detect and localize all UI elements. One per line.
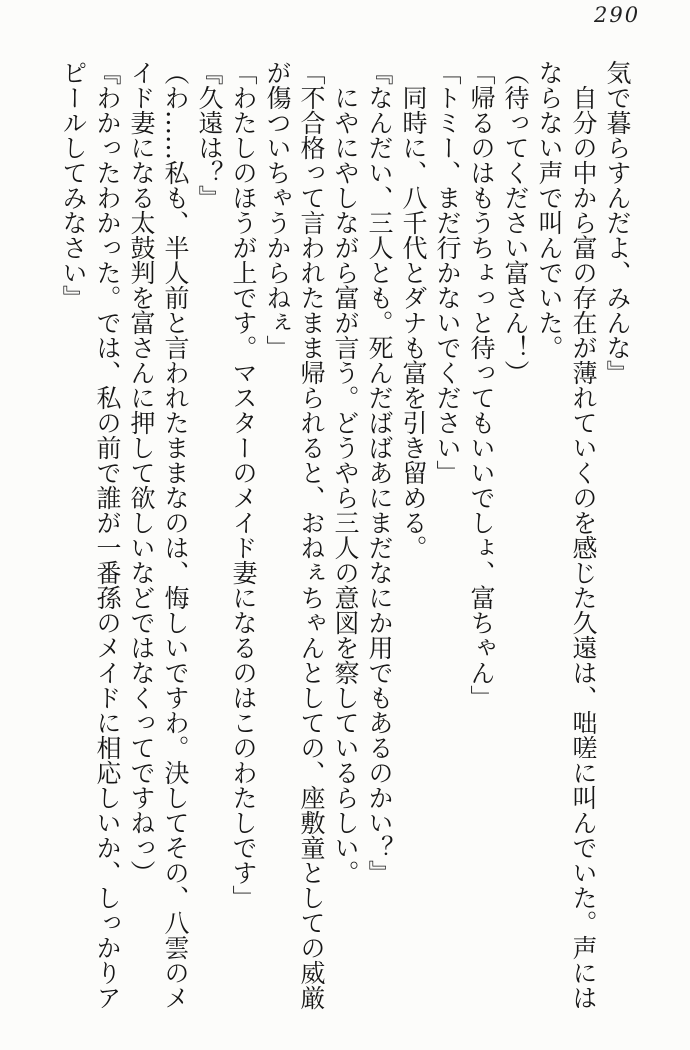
text-block <box>56 60 634 1016</box>
paragraph: 『久遠は？』 <box>195 60 224 210</box>
paragraph: 気で暮らすんだよ、みんな』 <box>603 60 632 385</box>
paragraph: 「わたしのほうが上です。マスターのメイド妻になるのはこのわたしです」 <box>229 60 258 910</box>
paragraph: 「帰るのはもうちょっと待ってもいいでしょ、富ちゃん」 <box>467 60 496 710</box>
paragraph: にやにやしながら富が言う。どうやら三人の意図を察しているらしい。 <box>331 60 360 885</box>
paragraph: 「不合格って言われたまま帰られると、おねぇちゃんとしての、座敷童としての威厳が傷ついちゃうからねぇ」 <box>263 60 326 1010</box>
paragraph: （待ってください富さん！） <box>501 60 530 385</box>
paragraph: 「トミー、まだ行かないでください」 <box>433 60 462 485</box>
paragraph: 同時に、八千代とダナも富を引き留める。 <box>399 60 428 560</box>
paragraph: 自分の中から富の存在が薄れていくのを感じた久遠は、咄嗟に叫んでいた。声にはならない声で叫んでいた。 <box>535 60 598 1010</box>
paragraph: （わ……私も、半人前と言われたままなのは、悔しいですわ。決してその、八雲のメイド妻になる太鼓判を富さんに押して欲しいなどではなくってですねっ） <box>127 60 190 1010</box>
paragraph: 『なんだい、三人とも。死んだばばあにまだなにか用でもあるのかい？』 <box>365 60 394 885</box>
paragraph: 『わかったわかった。では、私の前で誰が一番孫のメイドに相応しいか、しっかりアピールしてみなさい』 <box>59 60 122 1010</box>
page-number: 290 <box>594 3 641 27</box>
